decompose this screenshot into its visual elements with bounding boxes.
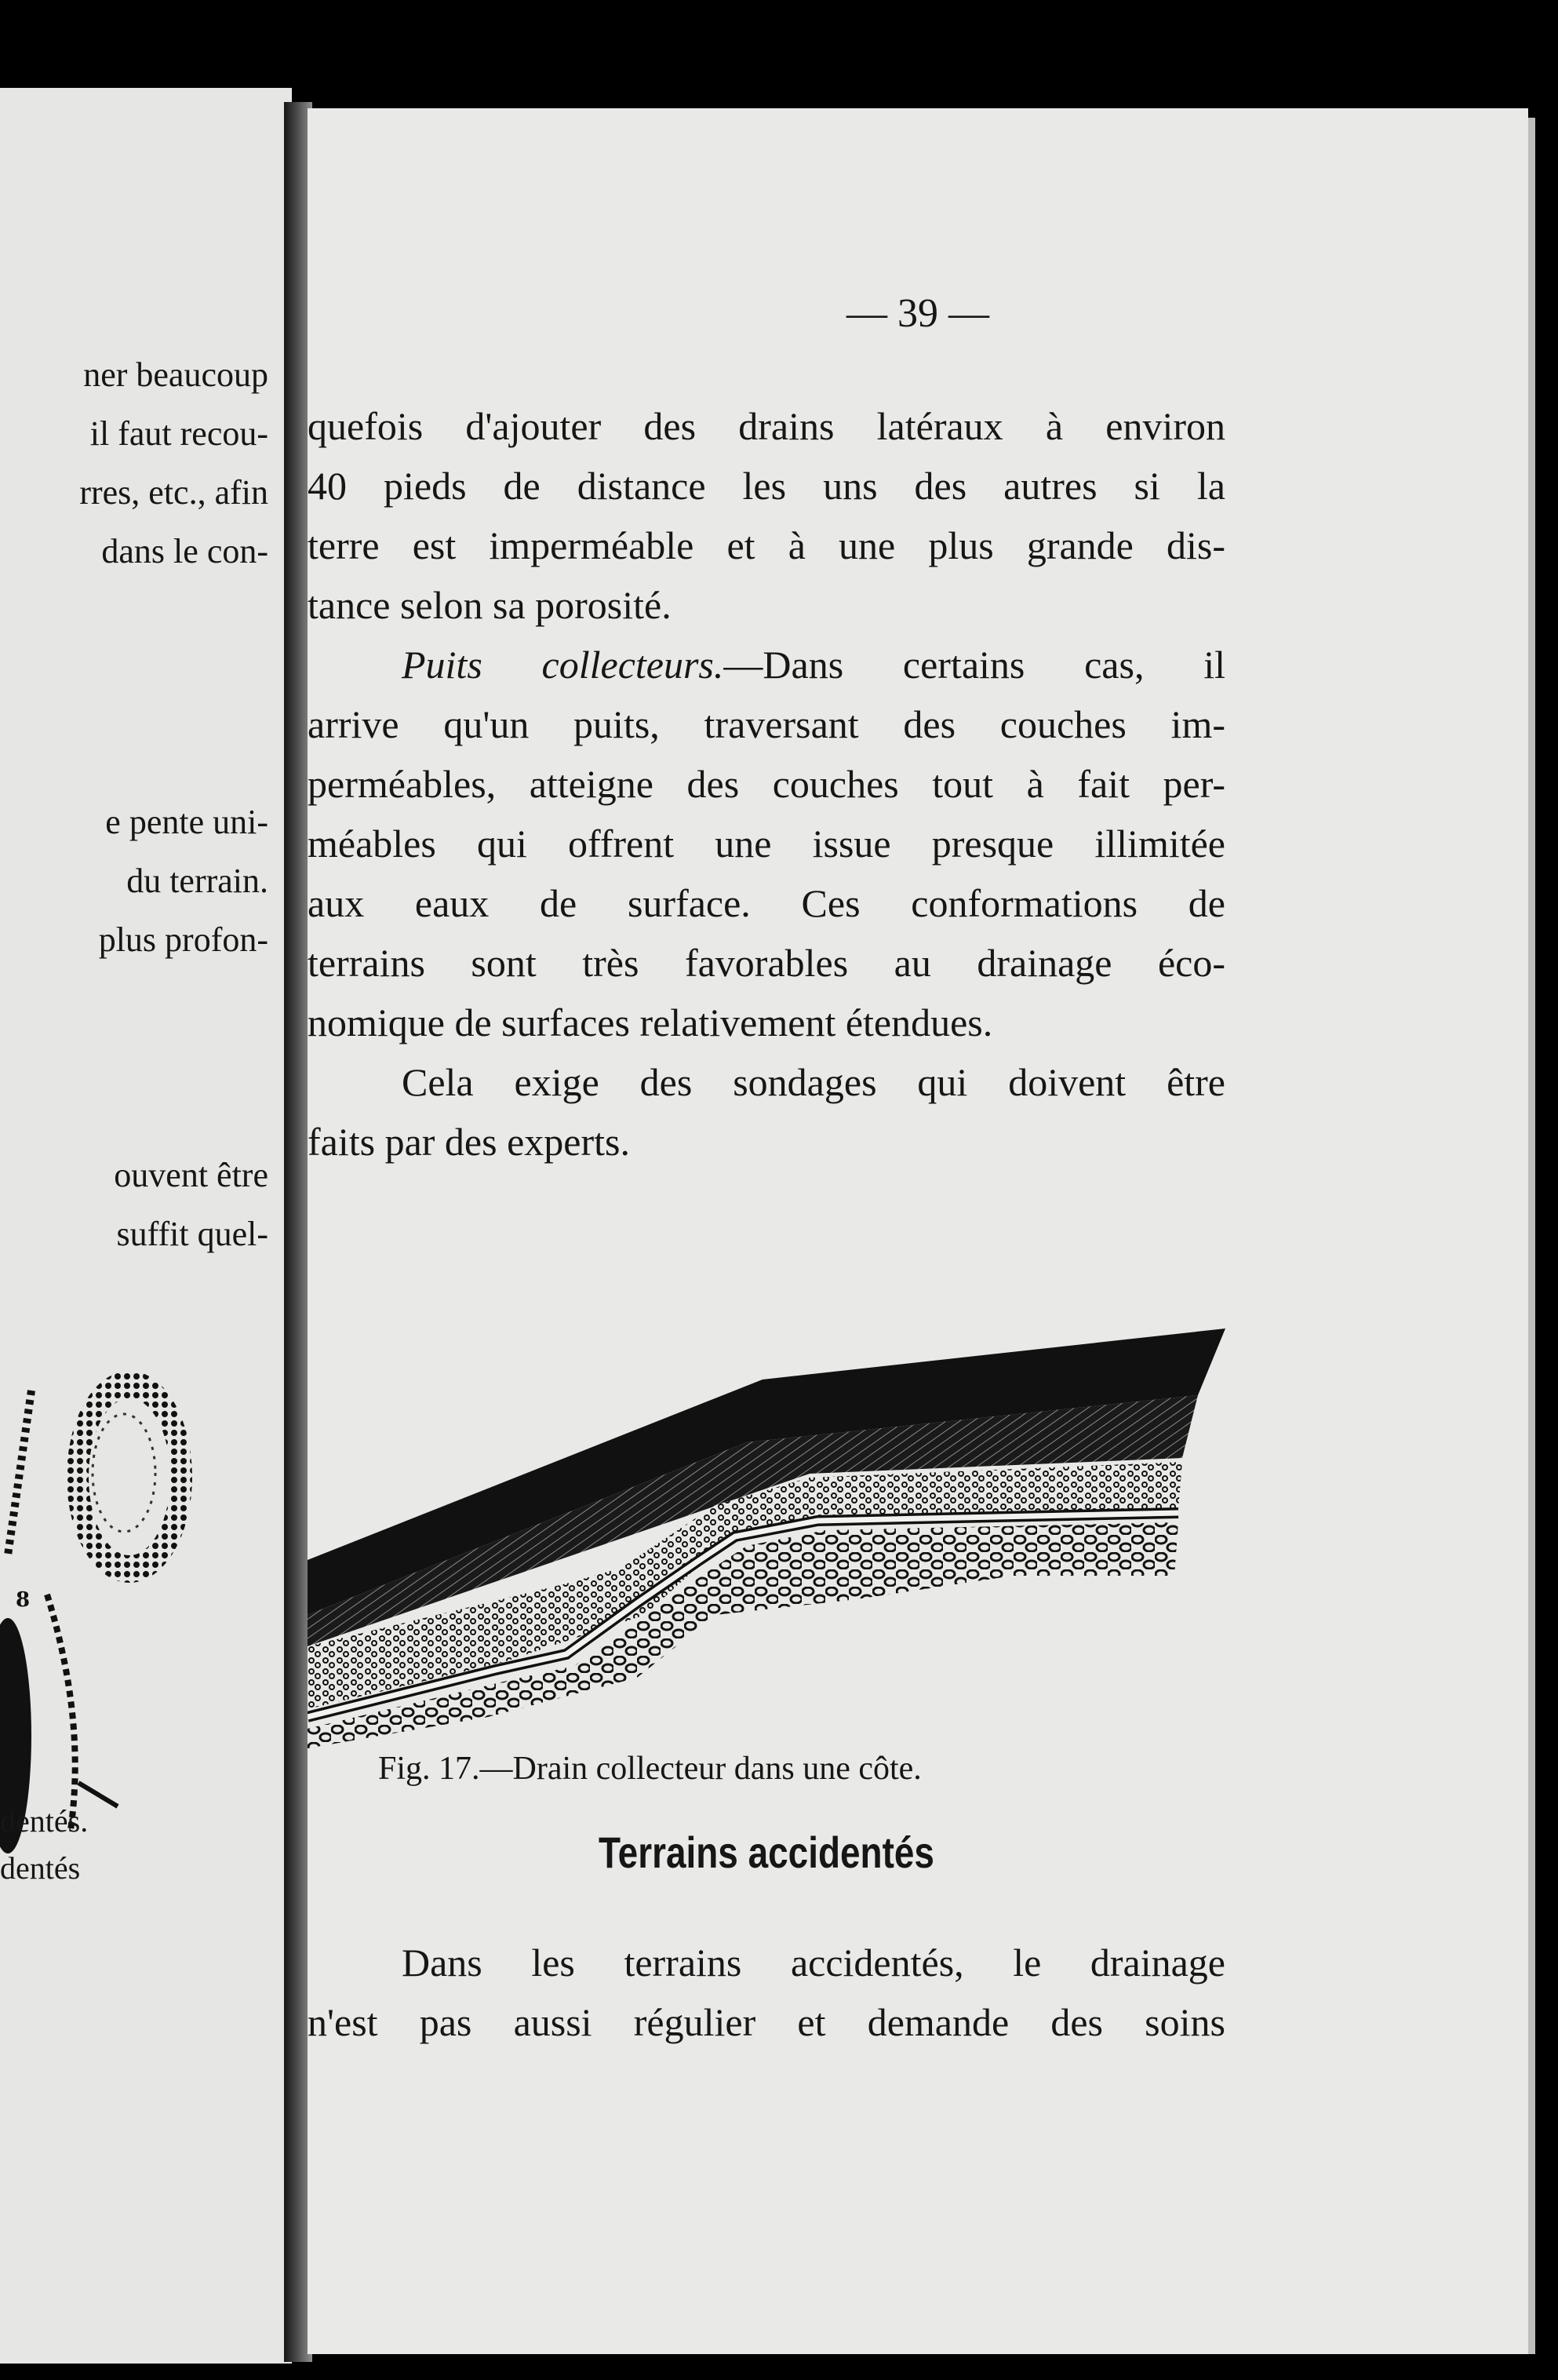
left-page-line: du terrain. bbox=[126, 862, 268, 900]
text-line-paragraph-start: Dans les terrains accidentés, le drainage bbox=[402, 1941, 1225, 1985]
text-line: perméables, atteigne des couches tout à fait per- bbox=[308, 762, 1225, 806]
left-page-line: e pente uni- bbox=[105, 803, 268, 841]
left-page-fragment bbox=[0, 88, 292, 2364]
figure-drain-collector-illustration bbox=[308, 1207, 1233, 1756]
text-line: aux eaux de surface. Ces conformations de bbox=[308, 881, 1225, 925]
text-line-paragraph-start bbox=[308, 643, 1225, 687]
text-line: 40 pieds de distance les uns des autres si la bbox=[308, 464, 1225, 508]
left-page-caption-line: dentés. bbox=[0, 1803, 89, 1839]
text-line-paragraph-start: Cela exige des sondages qui doivent être bbox=[402, 1060, 1225, 1104]
run-in-heading: Puits collecteurs. bbox=[402, 643, 724, 687]
text-line: arrive qu'un puits, traversant des couches im- bbox=[308, 702, 1225, 746]
text-run: —Dans certains cas, il bbox=[723, 643, 1225, 687]
text-line: nomique de surfaces relativement étendues. bbox=[308, 1000, 993, 1044]
text-line: terre est imperméable et à une plus grande dis- bbox=[308, 523, 1225, 567]
figure-caption: Fig. 17.—Drain collecteur dans une côte. bbox=[378, 1751, 922, 1787]
text-line: quefois d'ajouter des drains latéraux à environ bbox=[308, 404, 1225, 448]
left-page-drain-illustration bbox=[0, 1296, 204, 1861]
left-page-line: il faut recou- bbox=[89, 414, 268, 453]
text-line: méables qui offrent une issue presque illimitée bbox=[308, 822, 1225, 866]
text-line: n'est pas aussi régulier et demande des soins bbox=[308, 2000, 1225, 2044]
text-line: terrains sont très favorables au drainage éco- bbox=[308, 941, 1225, 985]
left-page-line: ner beaucoup bbox=[83, 355, 268, 394]
left-page-line: rres, etc., afin bbox=[79, 473, 268, 512]
left-figure-label: 8 bbox=[16, 1588, 31, 1612]
book-page bbox=[308, 108, 1528, 2354]
section-heading: Terrains accidentés bbox=[599, 1828, 934, 1877]
left-page-line: plus profon- bbox=[98, 920, 268, 959]
left-page-caption-line: dentés bbox=[0, 1850, 81, 1886]
page-number: — 39 — bbox=[846, 291, 989, 336]
left-page-line: dans le con- bbox=[101, 532, 268, 570]
left-page-line: suffit quel- bbox=[116, 1215, 268, 1253]
text-line: tance selon sa porosité. bbox=[308, 583, 672, 627]
left-page-line: ouvent être bbox=[114, 1156, 268, 1194]
text-line: faits par des experts. bbox=[308, 1120, 630, 1164]
